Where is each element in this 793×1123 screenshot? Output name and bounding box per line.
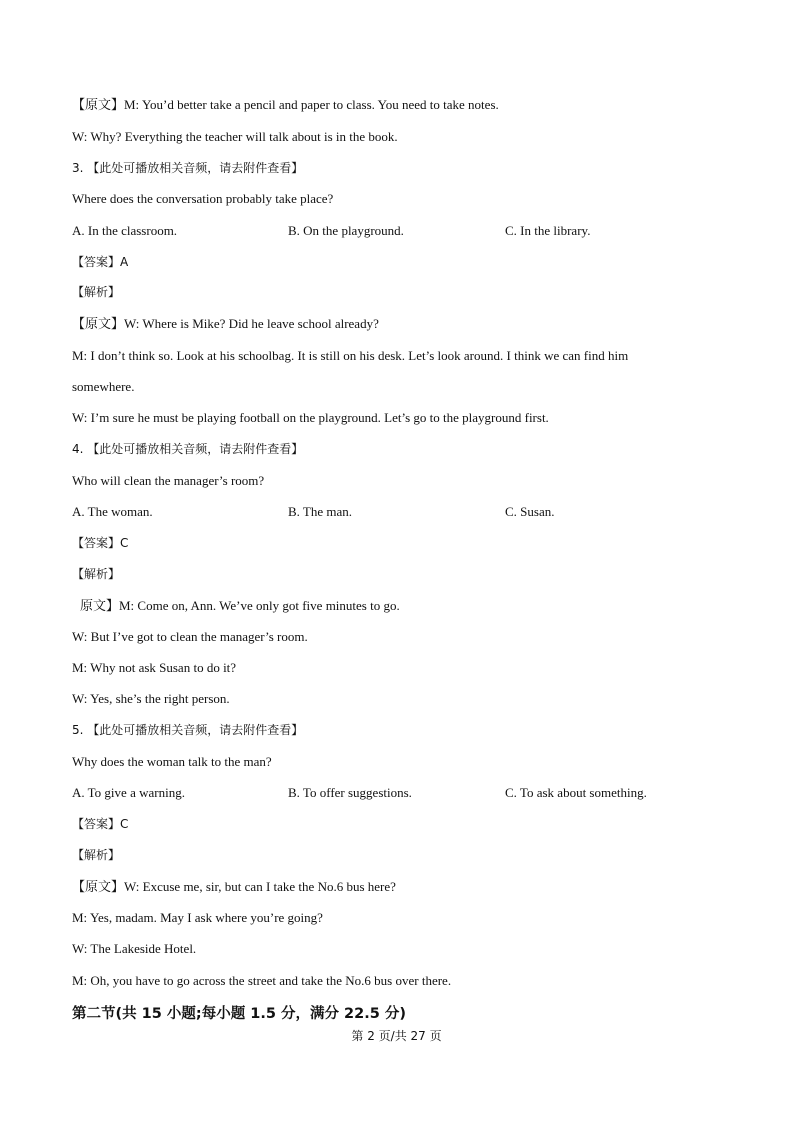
transcript-line: W: But I’ve got to clean the manager’s room. — [72, 629, 308, 644]
transcript-line: 原文】M: Come on, Ann. We’ve only got five minutes to go. — [80, 598, 400, 613]
question-5-analysis-label: 【解析】 — [72, 848, 121, 862]
question-3-option-b: B. On the playground. — [288, 223, 404, 238]
question-5-text: Why does the woman talk to the man? — [72, 754, 272, 769]
transcript-line: 【原文】W: Excuse me, sir, but can I take the No.6 bus here? — [72, 879, 396, 894]
question-5-option-c: C. To ask about something. — [505, 785, 647, 800]
question-4-option-b: B. The man. — [288, 504, 353, 519]
question-4-option-a: A. The woman. — [72, 504, 153, 519]
transcript-line: W: The Lakeside Hotel. — [72, 941, 197, 956]
question-4-text: Who will clean the manager’s room? — [72, 473, 265, 488]
transcript-line: M: Oh, you have to go across the street and take the No.6 bus over there. — [72, 973, 452, 988]
question-3-audio-heading: 3. 【此处可播放相关音频，请去附件查看】 — [72, 161, 304, 175]
question-3-answer: 【答案】A — [72, 255, 129, 269]
transcript-line: W: Why? Everything the teacher will talk about is in the book. — [72, 129, 398, 144]
transcript-line: 【原文】W: Where is Mike? Did he leave school already? — [72, 316, 379, 331]
question-5-option-b: B. To offer suggestions. — [288, 785, 412, 800]
question-4-option-c: C. Susan. — [505, 504, 555, 519]
transcript-line: somewhere. — [72, 379, 135, 394]
question-5-option-a: A. To give a warning. — [72, 785, 185, 800]
transcript-line: 【原文】M: You’d better take a pencil and paper to class. You need to take notes. — [72, 97, 499, 112]
transcript-line: M: Why not ask Susan to do it? — [72, 660, 237, 675]
question-5-answer: 【答案】C — [72, 817, 129, 831]
transcript-line: W: Yes, she’s the right person. — [72, 691, 230, 706]
question-4-analysis-label: 【解析】 — [72, 567, 121, 581]
question-3-option-a: A. In the classroom. — [72, 223, 178, 238]
question-4-audio-heading: 4. 【此处可播放相关音频，请去附件查看】 — [72, 442, 304, 456]
transcript-line: W: I’m sure he must be playing football on the playground. Let’s go to the playground first. — [72, 410, 549, 425]
page-footer: 第 2 页/共 27 页 — [351, 1029, 442, 1043]
question-3-text: Where does the conversation probably take place? — [72, 191, 334, 206]
question-4-answer: 【答案】C — [72, 536, 129, 550]
question-3-analysis-label: 【解析】 — [72, 285, 121, 299]
question-3-option-c: C. In the library. — [505, 223, 591, 238]
transcript-line: M: I don’t think so. Look at his schoolbag. It is still on his desk. Let’s look around. I think we can find him — [72, 348, 629, 363]
transcript-line: M: Yes, madam. May I ask where you’re going? — [72, 910, 323, 925]
question-5-audio-heading: 5. 【此处可播放相关音频，请去附件查看】 — [72, 723, 304, 737]
section-heading: 第二节(共 15 小题;每小题 1.5 分，满分 22.5 分) — [72, 1006, 406, 1022]
